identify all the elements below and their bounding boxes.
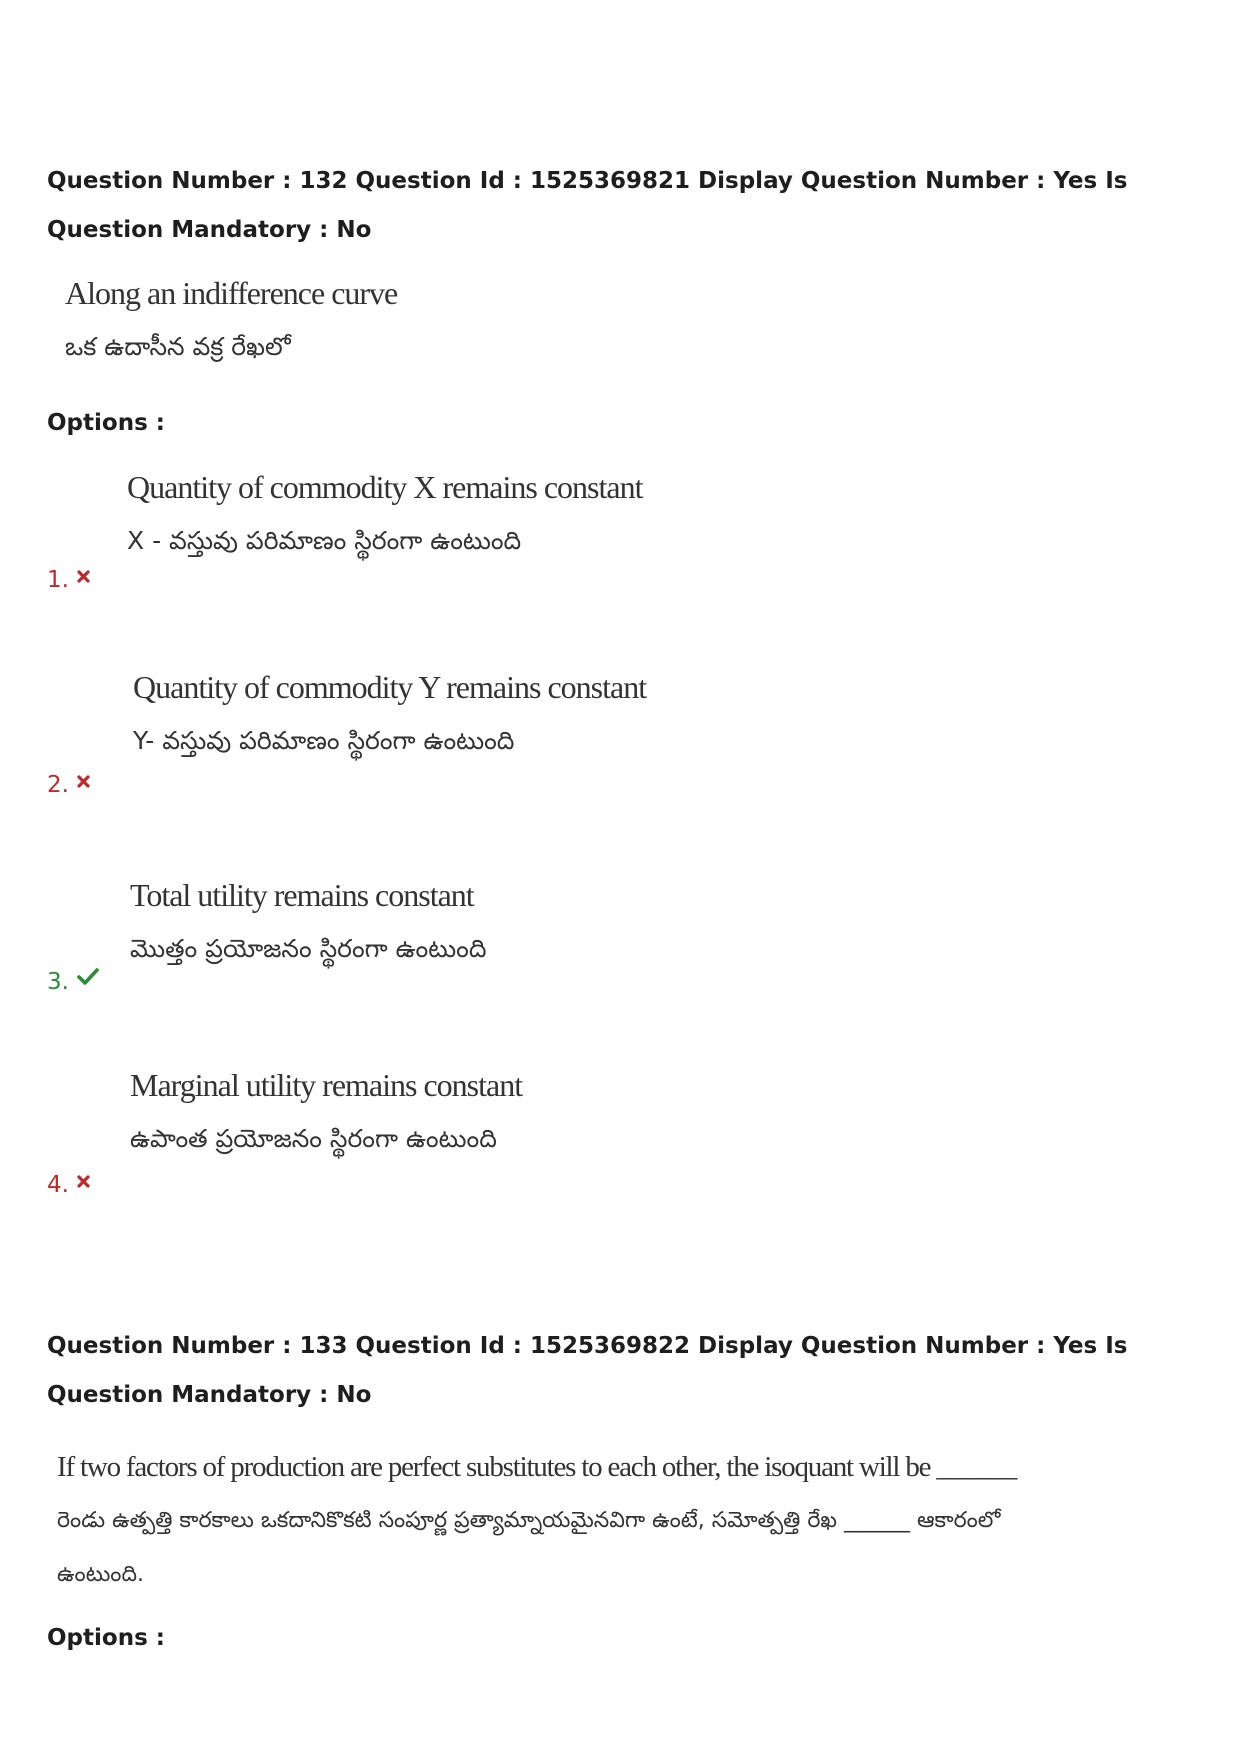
question-text-telugu-line-2: ఉంటుంది. [57,1562,144,1587]
option-3-number: 3. [47,969,69,995]
option-2-marker [47,768,90,798]
cross-icon [77,768,90,794]
question-header: Question Number : 132 Question Id : 1525369821 Display Question Number : Yes Is Question Mandatory : No [47,168,1128,243]
option-4-number: 4. [47,1172,69,1198]
question-text-english: Along an indifference curve [65,275,398,311]
options-label: Options : [47,1625,165,1651]
question-text [57,1440,1016,1602]
option-3-text [130,868,487,976]
option-3-text-telugu: మొత్తం ప్రయోజనం స్థిరంగా ఉంటుంది [130,934,487,963]
check-icon [77,965,99,991]
option-2-text-english: Quantity of commodity Y remains constant [133,669,647,705]
option-3-text-english: Total utility remains constant [130,877,474,913]
question-header: Question Number : 133 Question Id : 1525369822 Display Question Number : Yes Is Question Mandatory : No [47,1333,1128,1408]
option-3-marker [47,965,99,995]
question-text [65,266,397,374]
question-text-telugu-line-1: రెండు ఉత్పత్తి కారకాలు ఒకదానికొకటి సంపూర్ణ ప్రత్యామ్నాయమైనవిగా ఉంటే, సమోత్పత్తి రేఖ ______ ఆకారంలో [57,1508,1001,1533]
option-2-number: 2. [47,772,69,798]
cross-icon [77,1168,90,1194]
cross-icon [77,563,90,589]
question-text-telugu: ఒక ఉదాసీన వక్ర రేఖలో [65,332,291,361]
option-2-text-telugu: Y- వస్తువు పరిమాణం స్థిరంగా ఉంటుంది [133,726,515,755]
option-1-text-english: Quantity of commodity X remains constant [127,469,643,505]
question-text-english: If two factors of production are perfect substitutes to each other, the isoquant will be ______ [57,1451,1017,1483]
option-1-text-telugu: X - వస్తువు పరిమాణం స్థిరంగా ఉంటుంది [127,526,522,555]
option-1-number: 1. [47,567,69,593]
option-4-marker [47,1168,90,1198]
option-4-text-telugu: ఉపాంత ప్రయోజనం స్థిరంగా ఉంటుంది [130,1124,497,1153]
options-label: Options : [47,410,165,436]
option-4-text [130,1058,522,1166]
option-1-marker [47,563,90,593]
option-4-text-english: Marginal utility remains constant [130,1067,523,1103]
option-2-text [133,660,646,768]
option-1-text [127,460,642,568]
